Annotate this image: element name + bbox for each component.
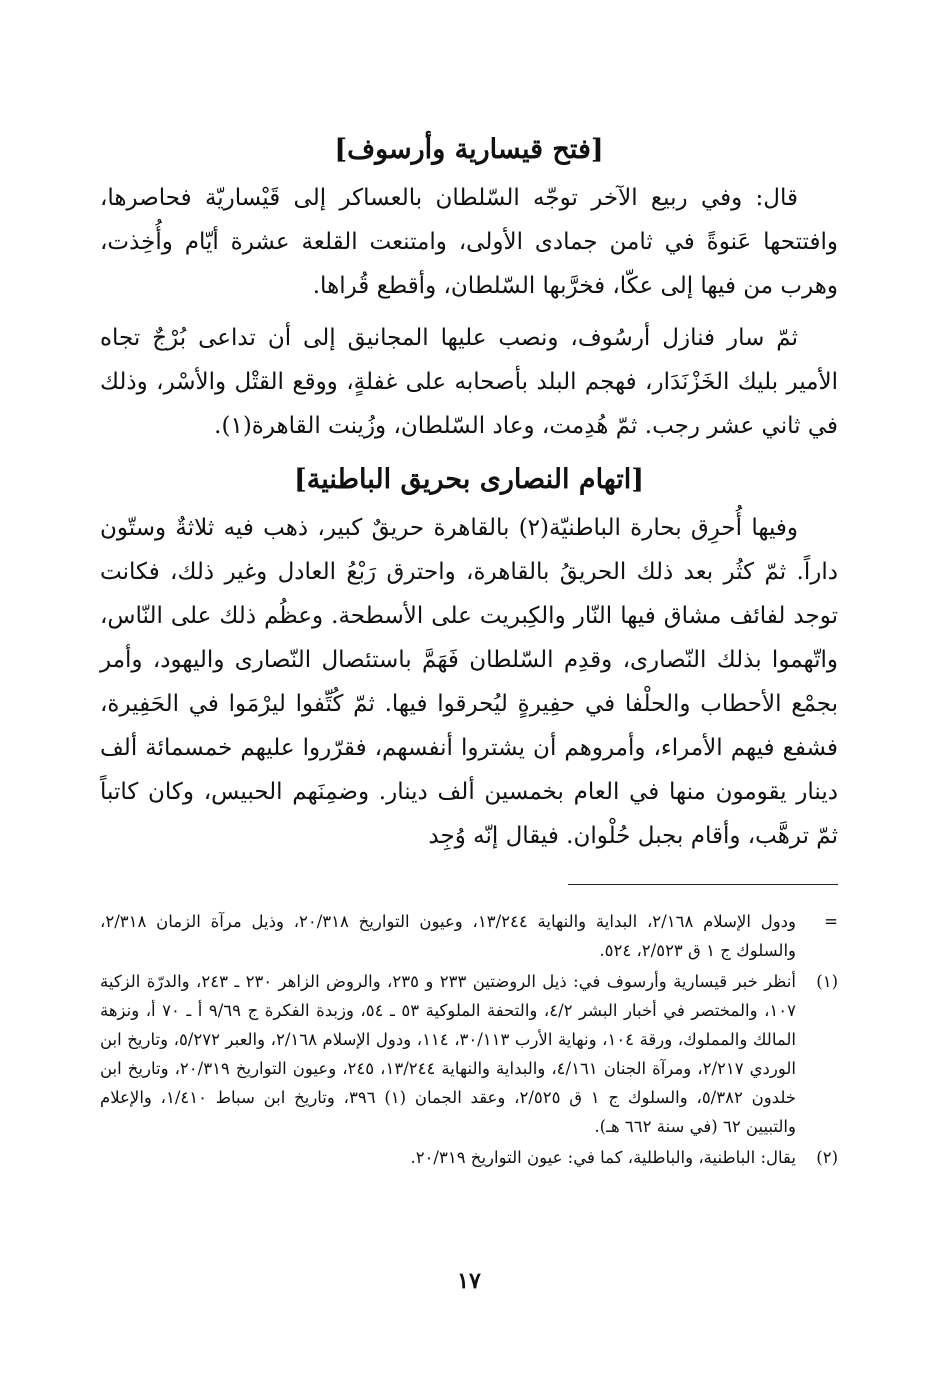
- footnote-marker: =: [824, 912, 838, 931]
- footnote-text: يقال: الباطنية، والباطلية، كما في: عيون التواريخ ٢٠/٣١٩.: [410, 1148, 796, 1167]
- paragraph-arsuf: ثمّ سار فنازل أرسُوف، ونصب عليها المجانيق إلى أن تداعى بُرْجٌ تجاه الأمير بليك الخَزْنَدَار، فهجم البلد بأصحابه على غفلةٍ، ووقع القتْل والأسْر، وذلك في ثاني عشر رجب. ثمّ هُدِمت، وعاد السّلطان، وزُينت القاهرة(١).: [100, 325, 838, 439]
- footnote-marker: (٢): [816, 1148, 838, 1167]
- paragraph-caesarea: قال: وفي ربيع الآخر توجّه السّلطان بالعساكر إلى قَيْساريّة فحاصرها، وافتتحها عَنوةً في ثامن جمادى الأولى، وامتنعت القلعة عشرة أيّام وأُخِذت، وهرب من فيها إلى عكّا، فخرَّبها السّلطان، وأقطع قُراها.: [100, 185, 838, 299]
- page-number: ١٧: [457, 1268, 481, 1294]
- footnote-text: ودول الإسلام ٢/١٦٨، البداية والنهاية ١٣/٢٤٤، وعيون التواريخ ٢٠/٣١٨، وذيل مرآة الزمان ٢/٣١٨، والسلوك ج ١ ق ٢/٥٢٣، ٥٢٤.: [100, 912, 797, 960]
- section-heading-christians-fire: [اتهام النصارى بحريق الباطنية]: [293, 464, 645, 495]
- footnote-2: [100, 1143, 838, 1172]
- footnote-marker: (١): [816, 972, 838, 991]
- footnote-separator: [568, 884, 838, 885]
- book-page: [100, 118, 838, 1298]
- section-heading-caesarea-arsuf: [فتح قيسارية وأرسوف]: [334, 134, 604, 165]
- footnote-continued: [100, 907, 838, 965]
- footnote-1: [100, 967, 838, 1141]
- footnote-text: أنظر خبر قيسارية وأرسوف في: ذيل الروضتين ٢٣٣ و ٢٣٥، والروض الزاهر ٢٣٠ ـ ٢٤٣، والدرّة الزكية ١٠٧، والمختصر في أخبار البشر ٤/٢، والتحفة الملوكية ٥٣ ـ ٥٤، وزبدة الفكرة ج ٩/٦٩ أ ـ ٧٠ أ، ونزهة المالك والمملوك، ورقة ١٠٤، ونهاية الأرب ٣٠/١١٣، ١١٤، ودول الإسلام ٢/١٦٨، والعبر ٥/٢٧٢، وتاريخ ابن الوردي ٢/٢١٧، ومرآة الجنان ٤/١٦١، والبداية والنهاية ١٣/٢٤٤، ٢٤٥، وعيون التواريخ ٢٠/٣١٩، وتاريخ ابن خلدون ٥/٣٨٢، والسلوك ج ١ ق ٢/٥٢٥، وعقد الجمان (١) ٣٩٦، وتاريخ ابن سباط ١/٤١٠، والإعلام والتبيين ٦٢ (في سنة ٦٦٢ هـ).: [100, 972, 797, 1136]
- paragraph-batiniyya-fire: وفيها أُحرِق بحارة الباطنيّة(٢) بالقاهرة حريقٌ كبير، ذهب فيه ثلاثةٌ وستّون داراً. ثمّ كثُر بعد ذلك الحريقُ بالقاهرة، واحترق رَبْعُ العادل وغير ذلك، فكانت توجد لفائف مشاق فيها النّار والكِبريت على الأسطحة. وعظُم ذلك على النّاس، واتّهموا بذلك النّصارى، وقدِم السّلطان فَهَمَّ باستئصال النّصارى واليهود، وأمر بجمْع الأحطاب والحلْفا في حفِيرةٍ ليُحرقوا فيها. ثمّ كُتِّفوا ليرْمَوا في الحَفِيرة، فشفع فيهم الأمراء، وأمروهم أن يشتروا أنفسهم، فقرّروا عليهم خمسمائة ألف دينار يقومون منها في العام بخمسين ألف دينار. وضمِنَهم الحبيس، وكان كاتباً ثمّ ترهَّب، وأقام بجبل حُلْوان. فيقال إنّه وُجِد: [100, 515, 838, 849]
- footnotes: [100, 907, 838, 1172]
